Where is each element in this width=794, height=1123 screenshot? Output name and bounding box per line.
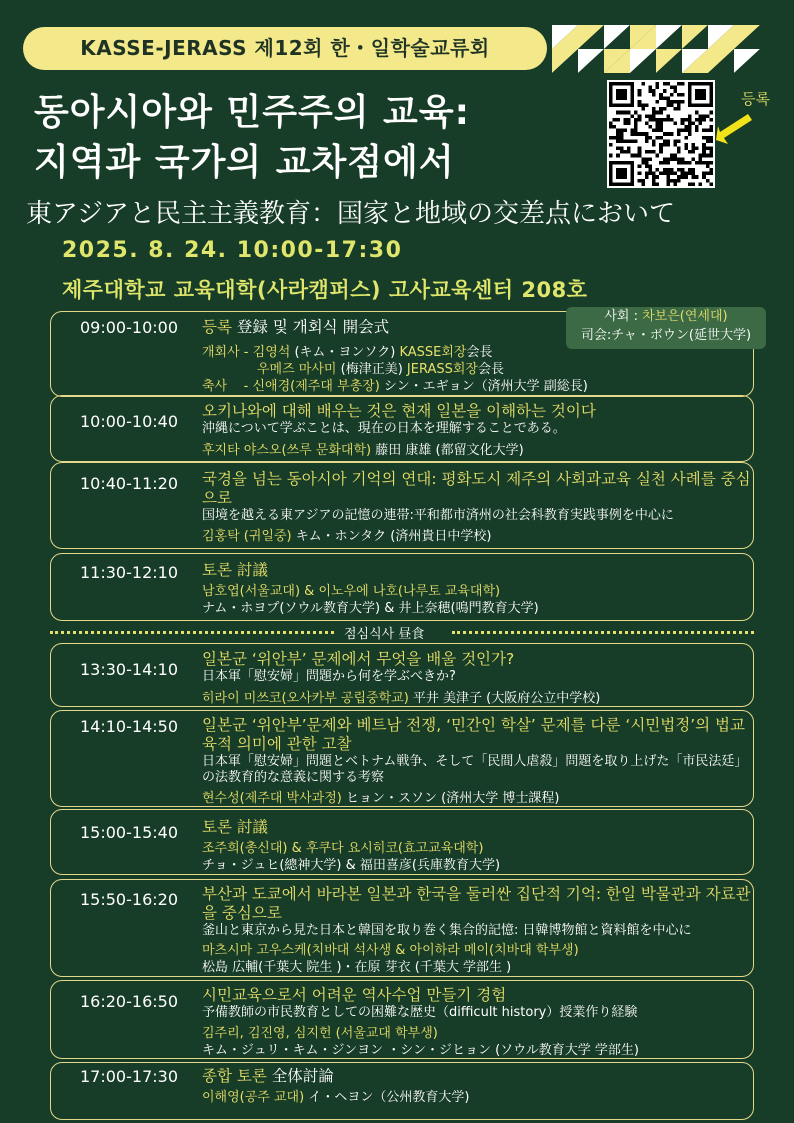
session-time: 16:20-16:50 xyxy=(80,992,178,1011)
speaker-ko: 현수성(제주대 박사과정) xyxy=(202,791,346,806)
speaker-ko: 김홍탁 (귀일중) xyxy=(202,529,296,544)
title-korean-line1: 동아시아와 민주주의 교육: xyxy=(34,92,470,133)
opening-speaker-role-ja: 会長 xyxy=(466,345,493,360)
session-title-ko: 일본군 ‘위안부’문제와 베트남 전쟁, ‘민간인 학살’ 문제를 다룬 ‘시민법정’의 법교육적 의미에 관한 고찰 xyxy=(202,716,745,753)
session-jeju-memory xyxy=(202,470,754,545)
moderator-label: 사회 : xyxy=(604,309,643,324)
discussant-ko: 조주희(총신대) & 후쿠다 요시히코(효고교육대학) xyxy=(202,841,484,856)
discussant-ja: チョ・ジュヒ(總神大学) & 福田喜彦(兵庫教育大学) xyxy=(202,858,501,873)
opening-speaker-role: KASSE회장 xyxy=(395,345,467,360)
moderator-name-ja: 司会:チャ・ボウン(延世大学) xyxy=(580,328,752,343)
session-time: 10:00-10:40 xyxy=(80,412,178,431)
discussant-ko: 이해영(공주 교대) xyxy=(202,1090,309,1105)
speaker-ko: 후지타 야스오(쓰루 문화대학) xyxy=(202,443,376,458)
session-general-discussion xyxy=(202,1067,754,1106)
opening-speaker-ja: (キム・ヨンソク) xyxy=(294,345,396,360)
lunch-break xyxy=(50,624,754,640)
session-collective-memory xyxy=(202,885,754,976)
opening-speaker-ko: 개회사 - 김영석 xyxy=(202,345,295,360)
session-opening xyxy=(202,318,754,395)
session-title-ja: 予備教師の市民教育としての困難な歴史（difficult history）授業作り経験 xyxy=(202,1005,638,1020)
congrats-speaker-ko: 축사 - 신애경(제주대 부총장) xyxy=(202,379,384,394)
session-discussion-2 xyxy=(202,818,754,874)
session-title-ko: 시민교육으로서 어려운 역사수업 만들기 경험 xyxy=(202,986,507,1004)
event-venue: 제주대학교 교육대학(사라캠퍼스) 고사교육센터 208호 xyxy=(62,278,588,302)
speaker-ja: 松島 広輔(千葉大 院生 )・在原 芽衣 (千葉大 学部生 ) xyxy=(202,960,512,975)
speaker-ja: 平井 美津子 (大阪府公立中学校) xyxy=(412,691,601,706)
session-time: 15:00-15:40 xyxy=(80,823,178,842)
speaker-ja: ヒョン・スソン (済州大学 博士課程) xyxy=(346,791,560,806)
session-title-ko: 일본군 ‘위안부’ 문제에서 무엇을 배울 것인가? xyxy=(202,650,515,668)
session-difficult-history xyxy=(202,986,754,1059)
session-title-ja: 日本軍「慰安婦」問題とベトナム戦争、そして「民間人虐殺」問題を取り上げた「市民法廷」の法教育的な意義に関する考察 xyxy=(202,754,748,785)
session-time: 17:00-17:30 xyxy=(80,1067,178,1086)
session-time: 10:40-11:20 xyxy=(80,474,178,493)
discussant-ja: ナム・ホヨプ(ソウル教育大学) & 井上奈穂(鳴門教育大学) xyxy=(202,601,539,616)
session-title-ko: 오키나와에 대해 배우는 것은 현재 일본을 이해하는 것이다 xyxy=(202,402,596,420)
congrats-speaker-ja: シン・エギョン（済州大学 副総長) xyxy=(383,379,588,394)
speaker-ja: キム・ホンタク (済州貴日中学校) xyxy=(295,529,492,544)
session-time: 14:10-14:50 xyxy=(80,717,178,736)
session-title-rest: 登録 및 개회식 開会式 xyxy=(236,318,390,336)
speaker-ja: キム・ジュリ・キム・ジンヨン ・シン・ジヒョン (ソウル教育大学 学部生) xyxy=(202,1043,639,1058)
session-okinawa xyxy=(202,402,754,459)
session-title-ja: 日本軍「慰安婦」問題から何を学ぶべきか? xyxy=(202,669,456,684)
session-title-ja: 沖縄について学ぶことは、現在の日本を理解することである。 xyxy=(202,421,566,436)
session-title-ko: 국경을 넘는 동아시아 기억의 연대: 평화도시 제주의 사회과교육 실천 사례를 중심으로 xyxy=(202,470,751,507)
session-title-ja: 国境を越える東アジアの記憶の連帯:平和都市済州の社会科教育実践事例を中心に xyxy=(202,508,674,523)
session-title-ko: 토론 討議 xyxy=(202,561,268,579)
session-title-ko: 종합 토론 xyxy=(202,1067,267,1085)
lunch-label: 점심식사 昼食 xyxy=(344,627,425,642)
speaker-ko: 김주리, 김진영, 심지헌 (서울교대 학부생) xyxy=(202,1026,438,1041)
moderator-name: 차보은(연세대) xyxy=(642,309,728,324)
session-time: 15:50-16:20 xyxy=(80,890,178,909)
speaker-ja: 藤田 康雄 (都留文化大学) xyxy=(375,443,524,458)
session-time: 13:30-14:10 xyxy=(80,660,178,679)
session-time: 11:30-12:10 xyxy=(80,563,178,582)
title-korean-line2: 지역과 국가의 교차점에서 xyxy=(34,142,455,183)
arrow-left-icon xyxy=(712,110,758,150)
session-discussion-1 xyxy=(202,561,754,617)
event-date: 2025. 8. 24. 10:00-17:30 xyxy=(62,238,403,263)
opening-speaker-role: JERASS회장 xyxy=(402,362,478,377)
event-badge: KASSE-JERASS 제12회 한・일학술교류회 xyxy=(23,27,547,70)
session-time: 09:00-10:00 xyxy=(80,318,178,337)
session-comfort-women xyxy=(202,650,754,707)
opening-speaker-ja: (梅津正美) xyxy=(340,362,403,377)
registration-qr-code[interactable] xyxy=(607,80,715,188)
discussant-ko: 남호엽(서울교대) & 이노우에 나호(나루토 교육대학) xyxy=(202,584,501,599)
opening-speaker-role-ja: 会長 xyxy=(477,362,504,377)
session-citizen-court xyxy=(202,716,754,807)
opening-speaker-ko: 우메즈 마사미 xyxy=(257,362,341,377)
triangle-pattern-decoration xyxy=(552,25,762,75)
title-japanese: 東アジアと民主主義教育：国家と地域の交差点において xyxy=(26,199,675,229)
session-title-ja: 釜山と東京から見た日本と韓国を取り巻く集合的記憶: 日韓博物館と資料館を中心に xyxy=(202,923,692,938)
speaker-ko: 히라이 미쓰코(오사카부 공립중학교) xyxy=(202,691,413,706)
session-title-ko: 등록 xyxy=(202,318,232,336)
session-title-ko: 토론 討議 xyxy=(202,818,268,836)
register-label: 등록 xyxy=(741,90,770,108)
speaker-ko: 마츠시마 고우스케(치바대 석사생 & 아이하라 메이(치바대 학부생) xyxy=(202,943,579,958)
discussant-ja: イ・ヘヨン（公州教育大学) xyxy=(308,1090,470,1105)
session-title-ja: 全体討論 xyxy=(271,1067,334,1085)
session-title-ko: 부산과 도쿄에서 바라본 일본과 한국을 둘러싼 집단적 기억: 한일 박물관과 자료관을 중심으로 xyxy=(202,885,751,922)
